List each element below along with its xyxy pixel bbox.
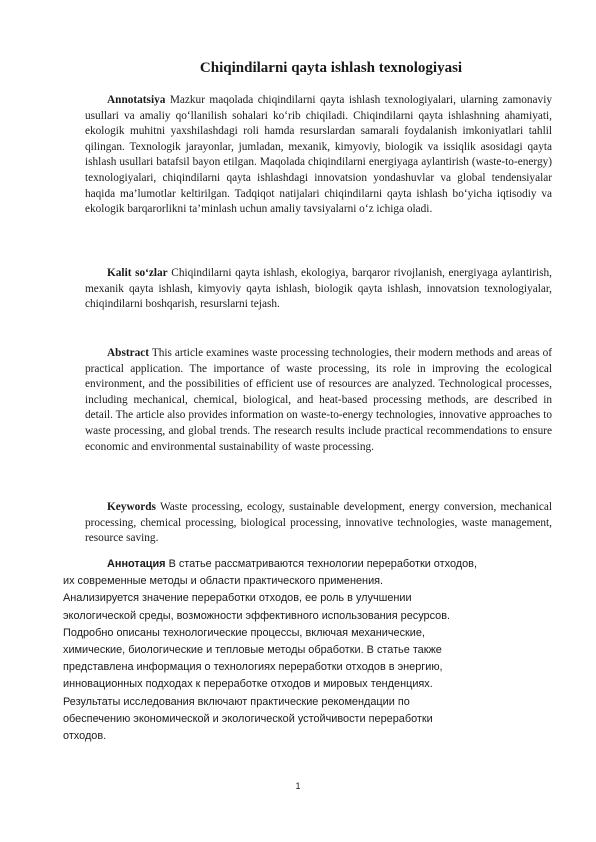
keywords-uz-text: Chiqindilarni qayta ishlash, ekologiya, barqaror rivojlanish, energiyaga aylantirish, mexanik qayta ishlash, kimyoviy qayta ishlash, biologik qayta ishlash, innovatsion texnologiyalar, chiqindilarni boshqarish, resurslarni tejash.: [85, 267, 552, 311]
annotation-ru-line: инновационных подходах к переработке отходов и мировых тенденциях.: [63, 678, 433, 691]
annotation-uz: [85, 93, 552, 218]
keywords-uz-label: Kalit so‘zlar: [107, 267, 168, 279]
annotation-uz-label: Annotatsiya: [107, 94, 166, 106]
keywords-en-label: Keywords: [107, 501, 156, 513]
annotation-ru: [63, 556, 555, 745]
annotation-ru-line: отходов.: [63, 730, 107, 743]
annotation-uz-text: Mazkur maqolada chiqindilarni qayta ishlash texnologiyalari, ularning zamonaviy usullari va amaliy qo‘llanilish sohalari ko‘rib chiqiladi. Chiqindilarni qayta ishlashning ahamiyati, ekologik muhitni yaxshilashdagi roli hamda resurslardan samarali foydalanish imkoniyatlari tahlil qilingan. Texnologik jarayonlar, jumladan, mexanik, kimyoviy, biologik va issiqlik asosidagi qayta ishlash usullari batafsil bayon etilgan. Maqolada chiqindilarni energiyaga aylantirish (waste-to-energy) texnologiyalari, chiqindilarni qayta ishlashdagi innovatsion yondashuvlar va global tendensiyalar haqida ma’lumotlar keltirilgan. Tadqiqot natijalari chiqindilarni qayta ishlash bo‘yicha iqtisodiy va ekologik barqarorlikni ta’minlash uchun amaliy tavsiyalarni o‘z ichiga oladi.: [85, 94, 552, 216]
annotation-ru-line: В статье рассматриваются технологии переработки отходов,: [165, 558, 477, 570]
keywords-en-text: Waste processing, ecology, sustainable development, energy conversion, mechanical processing, chemical processing, biological processing, innovative technologies, waste management, resource saving.: [85, 501, 552, 545]
annotation-ru-line: их современные методы и области практического применения.: [63, 575, 384, 588]
paper-title: Chiqindilarni qayta ishlash texnologiyasi: [199, 60, 463, 76]
abstract-en-label: Abstract: [107, 347, 150, 359]
annotation-ru-line: Анализируется значение переработки отходов, ее роль в улучшении: [63, 592, 412, 605]
annotation-ru-line: экологической среды, возможности эффективного использования ресурсов.: [63, 609, 451, 622]
annotation-ru-line: представлена информация о технологиях переработки отходов в энергию,: [63, 661, 443, 674]
annotation-ru-line: Результаты исследования включают практические рекомендации по: [63, 695, 410, 708]
abstract-en-text: This article examines waste processing technologies, their modern methods and areas of practical application. The importance of waste processing, its role in improving the ecological environment, and the possibilities of efficient use of resources are analyzed. Technological processes, including mechanical, chemical, biological, and heat-based processing methods, are described in detail. The article also provides information on waste-to-energy technologies, innovative approaches to waste processing, and global trends. The research results include practical recommendations to ensure economic and environmental sustainability of waste processing.: [85, 347, 552, 453]
abstract-en: [85, 346, 552, 455]
annotation-ru-label: Аннотация: [107, 558, 166, 570]
keywords-en: [85, 500, 552, 547]
keywords-uz: [85, 266, 552, 313]
page-number: 1: [295, 781, 301, 791]
annotation-ru-line: химические, биологические и тепловые методы обработки. В статье также: [63, 644, 442, 657]
annotation-ru-line: обеспечению экономической и экологической устойчивости переработки: [63, 712, 433, 725]
annotation-ru-line: Подробно описаны технологические процессы, включая механические,: [63, 626, 425, 639]
